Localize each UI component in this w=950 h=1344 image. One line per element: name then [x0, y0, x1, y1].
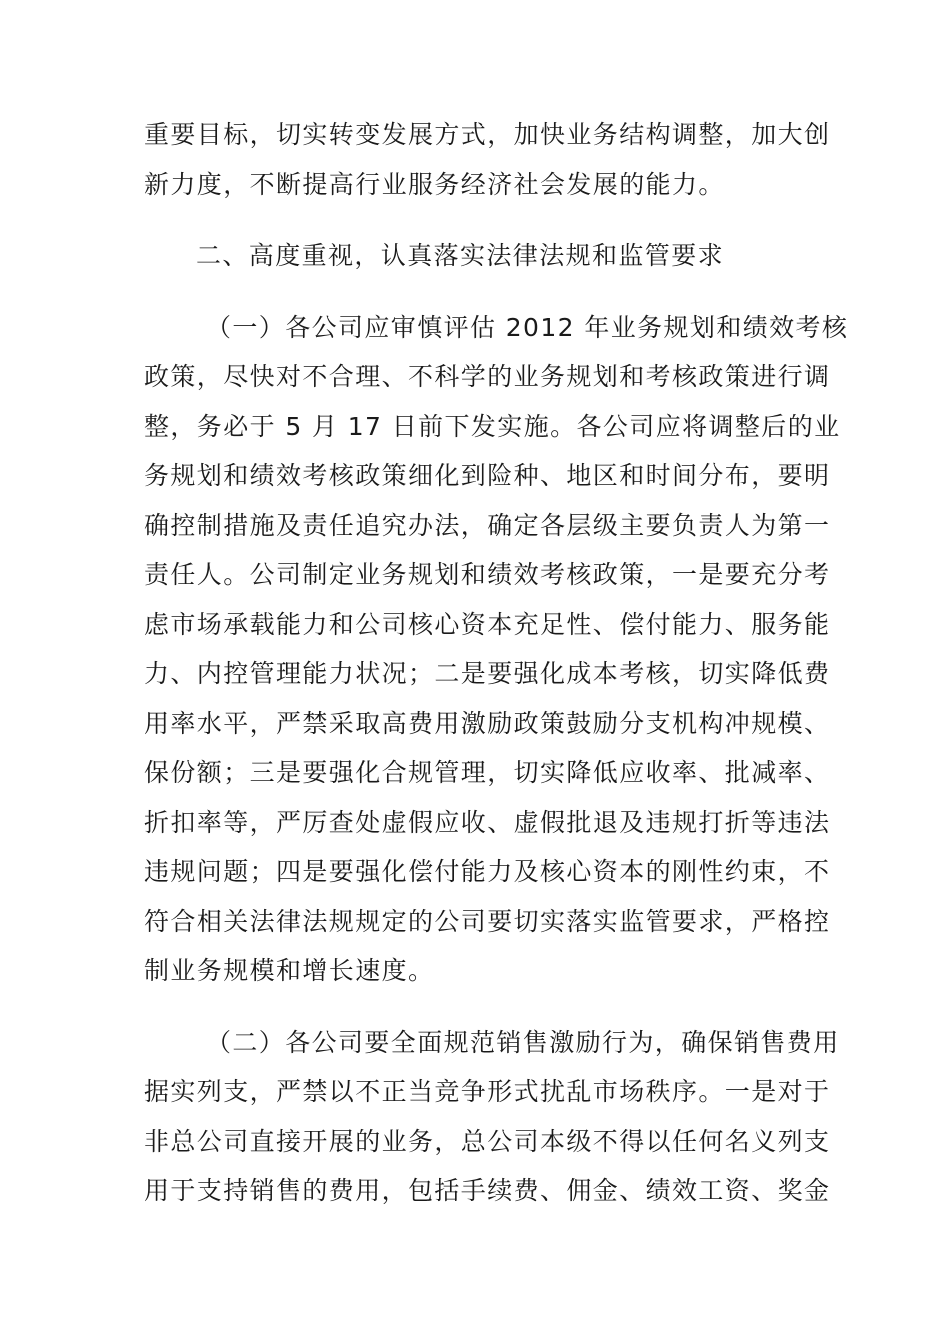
text-line: （二）各公司要全面规范销售激励行为，确保销售费用	[206, 1027, 840, 1057]
text-line: 新力度，不断提高行业服务经济社会发展的能力。	[144, 169, 725, 199]
text-line: 非总公司直接开展的业务，总公司本级不得以任何名义列支	[144, 1126, 831, 1156]
text-line: 虑市场承载能力和公司核心资本充足性、偿付能力、服务能	[144, 609, 831, 639]
paragraph-item-1	[144, 303, 849, 996]
text-line: 折扣率等，严厉查处虚假应收、虚假批退及违规打折等违法	[144, 807, 831, 837]
paragraph-item-2	[144, 1018, 840, 1216]
text-line: 保份额；三是要强化合规管理，切实降低应收率、批减率、	[144, 758, 831, 787]
text-line: 违规问题；四是要强化偿付能力及核心资本的刚性约束，不	[144, 857, 831, 886]
text-line: （一）各公司应审慎评估 2012 年业务规划和绩效考核	[206, 312, 849, 342]
section-heading	[144, 231, 814, 281]
text-line: 据实列支，严禁以不正当竞争形式扰乱市场秩序。一是对于	[144, 1077, 831, 1106]
text-line: 符合相关法律法规规定的公司要切实落实监管要求，严格控	[144, 906, 831, 936]
paragraph-intro-continuation	[144, 110, 831, 209]
text-line: 责任人。公司制定业务规划和绩效考核政策，一是要充分考	[144, 560, 831, 589]
text-line: 重要目标，切实转变发展方式，加快业务结构调整，加大创	[144, 120, 831, 149]
text-line: 政策，尽快对不合理、不科学的业务规划和考核政策进行调	[144, 362, 831, 391]
text-line: 力、内控管理能力状况；二是要强化成本考核，切实降低费	[144, 659, 831, 688]
text-line: 用率水平，严禁采取高费用激励政策鼓励分支机构冲规模、	[144, 708, 831, 738]
document-body	[144, 110, 849, 1216]
text-line: 制业务规模和增长速度。	[144, 956, 435, 985]
section-heading-text: 二、高度重视，认真落实法律法规和监管要求	[196, 241, 725, 270]
text-line: 用于支持销售的费用，包括手续费、佣金、绩效工资、奖金	[144, 1176, 831, 1205]
text-line: 确控制措施及责任追究办法，确定各层级主要负责人为第一	[144, 510, 831, 540]
text-line: 整，务必于 5 月 17 日前下发实施。各公司应将调整后的业	[144, 411, 841, 441]
text-line: 务规划和绩效考核政策细化到险种、地区和时间分布，要明	[144, 461, 831, 490]
